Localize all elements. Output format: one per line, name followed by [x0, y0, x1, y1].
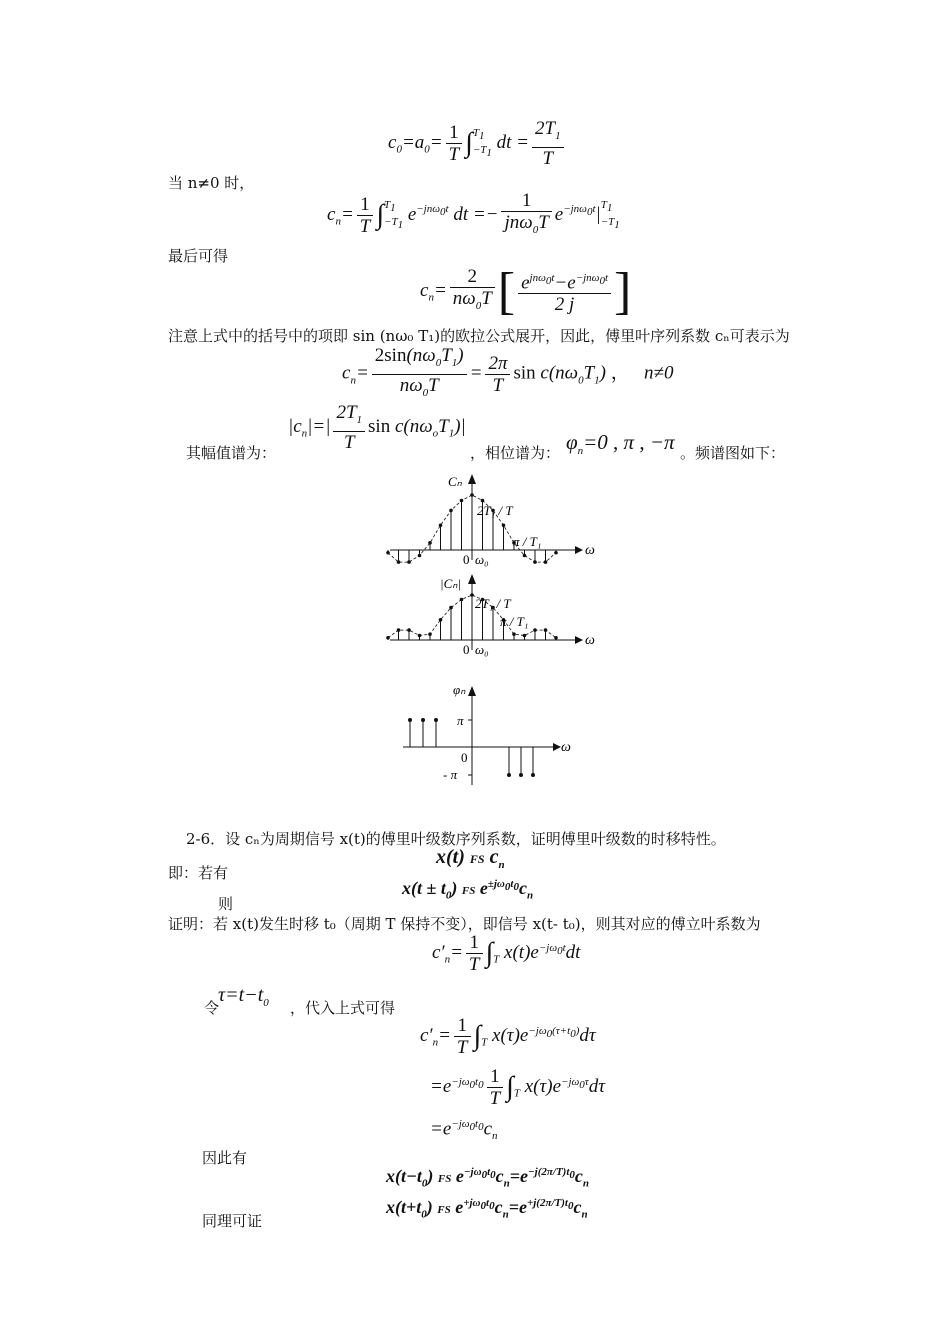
fig3-neg-pi-label: - π [443, 767, 458, 782]
text-similarly: 同理可证 [202, 1212, 263, 1230]
text-then: 则 [218, 895, 234, 913]
text-problem: 2-6．设 cₙ为周期信号 x(t)的傅里叶级数序列系数，证明傅里叶级数的时移特性。 [186, 830, 726, 848]
fig2-y-label: |Cₙ| [440, 576, 461, 591]
equation-tau: $\tau=t-t_0$ [218, 984, 269, 1009]
equation-cn-sinc: $c_n=$ $\frac{2\sin(n\omega_0T_1)}{n\omega_0T}$ = $\frac{2\pi}{T}$ $\sin c(n\omega_0T_1)$ ， n≠0 [342, 345, 674, 399]
equation-cn-integral: $c_n=$ $\frac{1}{T}$ $\int T_1$ $-T_1$ $e^{-jn\omega_0t}$ dt =− $\frac{1}{jn\omega_0T}$ $e^{-jn\omega_0t}|T_1$ $-T_1$ [327, 190, 620, 237]
text-phase-label: ，相位谱为： [470, 444, 561, 462]
fig3-origin: 0 [461, 750, 468, 765]
text-let: 令 [204, 999, 220, 1017]
phase-stems-positive [408, 718, 438, 747]
text-therefore: 因此有 [202, 1149, 248, 1167]
spectrum-point [470, 593, 474, 597]
equation-result-plus: $x(t+t_0)$ FS $e^{+j\omega_0t_0}c_n=e^{+j(2\pi/T)t_0}c_n$ [386, 1197, 588, 1221]
equation-derivation-1: $c'_n=$ $\frac{1}{T}$ $\int_T$ $x(\tau)e^{-j\omega_0(\tau+t_0)}d\tau$ [420, 1015, 596, 1058]
fig3-x-label: ω [561, 740, 571, 755]
text-when-n: 当 n≠0 时， [168, 174, 255, 192]
fig1-w0: ω₀ [475, 552, 489, 567]
fig2-zero-label: π / T₁ [500, 614, 529, 629]
text-finally: 最后可得 [168, 247, 229, 265]
fig3-y-label: φₙ [453, 682, 466, 697]
fig1-peak-label: 2T₁ / T [477, 503, 513, 518]
equation-magnitude: $|c_n|=|$ $\frac{2T_1}{T}$ $\sin c(n\omega_oT_1)|$ [288, 402, 466, 453]
fig2-w0: ω₀ [475, 642, 489, 657]
fig2-x-label: ω [585, 633, 595, 648]
figure-phase-spectrum [395, 680, 585, 790]
text-ie-if: 即：若有 [168, 864, 229, 882]
fig2-origin: 0 [463, 642, 470, 657]
fig2-peak-label: 2T₁ / T [475, 596, 511, 611]
equation-fs-pair: x(t) FS $c_n$ [436, 846, 505, 871]
text-mag-label: 其幅值谱为： [186, 444, 277, 462]
figure-abs-cn-spectrum [380, 570, 600, 665]
equation-result-minus: $x(t-t_0)$ FS $e^{-j\omega_0t_0}c_n=e^{-j(2\pi/T)t_0}c_n$ [386, 1166, 590, 1190]
phase-stems-negative [507, 747, 535, 777]
fig1-zero-label: π / T₁ [513, 534, 542, 549]
equation-c0: $c_0=a_0=$ $\frac{1}{T}$ $\int T_1$ $-T_1$ dt = $\frac{2T_1}{T}$ [388, 118, 567, 169]
equation-phase: $\varphi_n=0$ , π , −π [566, 430, 675, 458]
equation-cn-bracket: $c_n=$ $\frac{2}{n\omega_0T}$ [ $\frac{e^{jn\omega_0t}-e^{-jn\omega_0t}}{2 j}$ ] [420, 263, 632, 320]
equation-shift-pair: $x(t \pm t_0)$ FS $e^{\pm j\omega_0t_0}c_n$ [402, 878, 534, 902]
text-proof: 证明：若 x(t)发生时移 t₀（周期 T 保持不变），即信号 x(t- t₀)，则其对应的傅立叶系数为 [168, 915, 761, 933]
fig3-pi-label: π [457, 713, 464, 728]
fig1-x-label: ω [585, 543, 595, 558]
equation-derivation-3: $=e^{-j\omega_0t_0}c_n$ [430, 1118, 498, 1143]
equation-cn-prime: $c'_n=$ $\frac{1}{T}$ $\int_T$ $x(t)e^{-j\omega_0t}dt$ [432, 932, 581, 975]
text-substitute: ，代入上式可得 [290, 999, 396, 1017]
text-note: 注意上式中的括号中的项即 sin (nω₀ T₁)的欧拉公式展开，因此，傅里叶序列系数 cₙ可表示为 [168, 327, 790, 345]
equation-derivation-2: $=e^{-j\omega_0t_0}$ $\frac{1}{T}$ $\int_T$ $x(\tau)e^{-j\omega_0\tau}d\tau$ [430, 1066, 606, 1109]
fig1-origin: 0 [463, 552, 470, 567]
fig1-y-label: Cₙ [448, 474, 462, 489]
figure-cn-spectrum [380, 470, 600, 570]
text-spectrum-label: 。频谱图如下： [680, 444, 786, 462]
spectrum-point [470, 493, 474, 497]
